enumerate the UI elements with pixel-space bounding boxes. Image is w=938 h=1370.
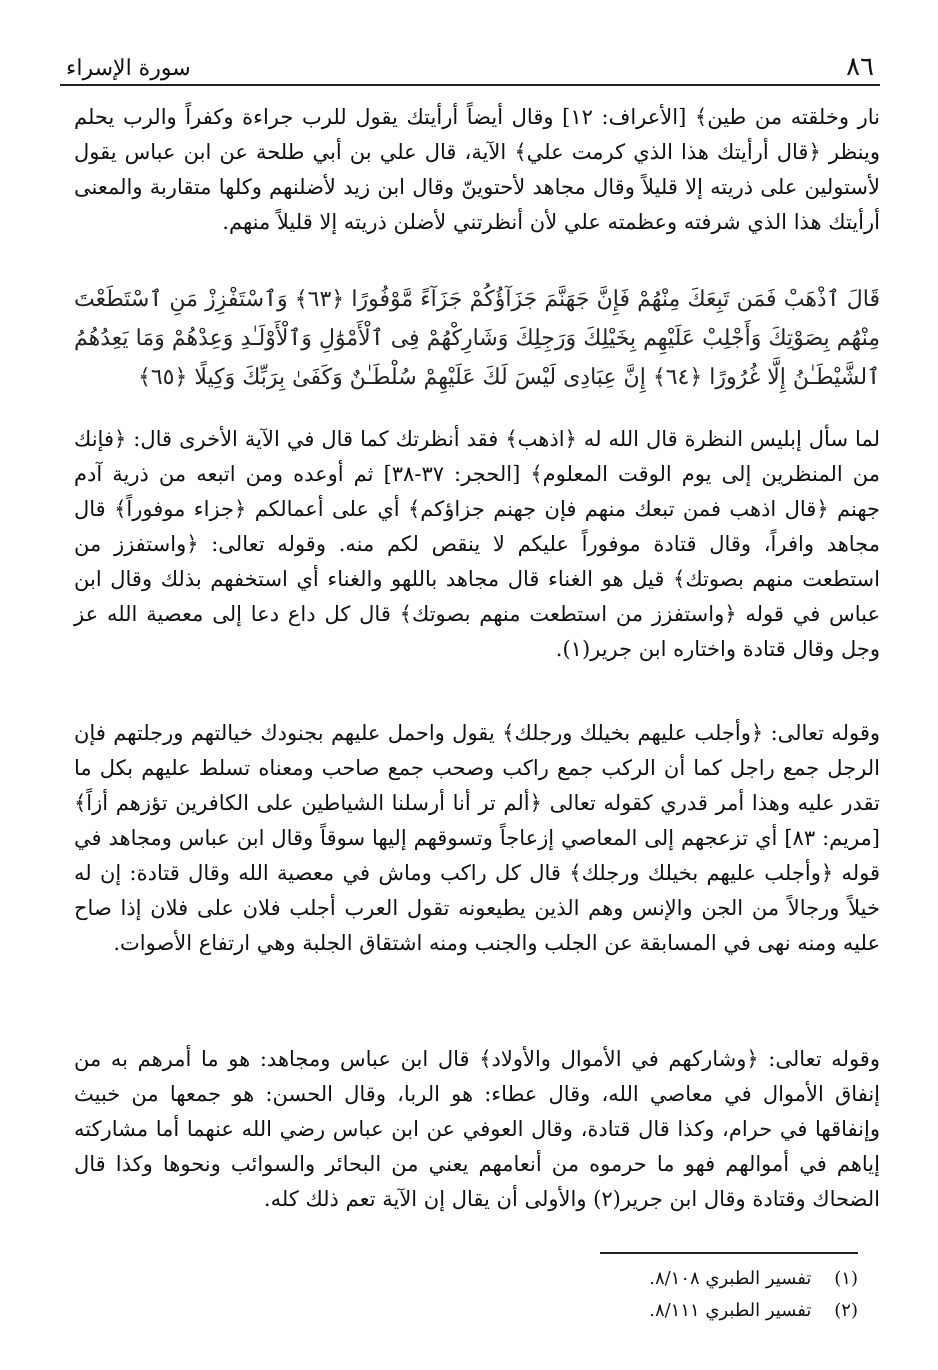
tafsir-paragraph-3: وقوله تعالى: ﴿وشاركهم في الأموال والأولاد﴾ قال ابن عباس ومجاهد: هو ما أمرهم به من إنفاق الأموال في معاصي الله، وقال عطاء: هو الربا، وقال الحسن: هو جمعها من خبيث وإنفاقها في حرام، وكذا قال قتادة، وقال العوفي عن ابن عباس رضي الله عنهما أما مشاركته إياهم في أموالهم فهو ما حرموه من أنعامهم يعني من البحائر والسوائب ونحوها وكذا قال الضحاك وقتادة وقال ابن جرير(٢) والأولى أن يقال إن الآية تعم ذلك كله. [74, 1047, 880, 1211]
surah-title: سورة الإسراء [66, 56, 191, 81]
footnote-number: (١) [834, 1268, 858, 1289]
page-header [60, 46, 880, 86]
footnote-text: تفسير الطبري ٨/١٠٨. [649, 1268, 812, 1289]
tafsir-paragraph-2: وقوله تعالى: ﴿وأجلب عليهم بخيلك ورجلك﴾ يقول واحمل عليهم بجنودك خيالتهم ورجلتهم فإن الرجل جمع راجل كما أن الركب جمع راكب وصحب جمع صاحب ومعناه تسلط عليهم بكل ما تقدر عليه وهذا أمر قدري كقوله تعالى ﴿ألم تر أنا أرسلنا الشياطين على الكافرين تؤزهم أزاً﴾ [مريم: ٨٣] أي تزعجهم إلى المعاصي إزعاجاً وتسوقهم إليها سوقاً وقال ابن عباس ومجاهد في قوله ﴿وأجلب عليهم بخيلك ورجلك﴾ قال كل راكب وماش في معصية الله وقال قتادة: إن له خيلاً ورجالاً من الجن والإنس وهم الذين يطيعونه تقول العرب أجلب فلان على فلان إذا صاح عليه ومنه نهى في المسابقة عن الجلب والجنب ومنه اشتقاق الجلبة وهي ارتفاع الأصوات. [74, 721, 880, 955]
footnote-item [649, 1266, 858, 1292]
tafsir-paragraph-1: لما سأل إبليس النظرة قال الله له ﴿اذهب﴾ فقد أنظرتك كما قال في الآية الأخرى قال: ﴿فإنك من المنظرين إلى يوم الوقت المعلوم﴾ [الحجر: ٣٧-٣٨] ثم أوعده ومن اتبعه من ذرية آدم جهنم ﴿قال اذهب فمن تبعك منهم فإن جهنم جزاؤكم﴾ أي على أعمالكم ﴿جزاء موفوراً﴾ قال مجاهد وافراً، وقال قتادة موفوراً عليكم لا ينقص لكم منه. وقوله تعالى: ﴿واستفزز من استطعت منهم بصوتك﴾ قيل هو الغناء قال مجاهد باللهو والغناء أي استخفهم بذلك وقال ابن عباس في قوله ﴿واستفزز من استطعت منهم بصوتك﴾ قال كل داع دعا إلى معصية الله عز وجل وقال قتادة واختاره ابن جرير(١). [74, 427, 880, 661]
intro-paragraph: نار وخلقته من طين﴾ [الأعراف: ١٢] وقال أيضاً أرأيتك يقول للرب جراءة وكفراً والرب يحلم وينظر ﴿قال أرأيتك هذا الذي كرمت علي﴾ الآية، قال علي بن أبي طلحة عن ابن عباس يقول لأستولين على ذريته إلا قليلاً وقال مجاهد لأحتوينّ وقال ابن زيد لأضلنهم وكلها متقاربة والمعنى أرأيتك هذا الذي شرفته وعظمته علي لأن أنظرتني لأضلن ذريته إلا قليلاً منهم. [74, 105, 881, 234]
footnote-text: تفسير الطبري ٨/١١١. [649, 1300, 812, 1321]
footnote-separator [600, 1252, 858, 1254]
footnote-item [649, 1298, 858, 1324]
footnote-number: (٢) [834, 1300, 858, 1321]
quran-verse-block: قَالَ ٱذْهَبْ فَمَن تَبِعَكَ مِنْهُمْ فَإِنَّ جَهَنَّمَ جَزَآؤُكُمْ جَزَآءً مَّوْفُورًا ﴿٦٣﴾ وَٱسْتَفْزِزْ مَنِ ٱسْتَطَعْتَ مِنْهُم بِصَوْتِكَ وَأَجْلِبْ عَلَيْهِم بِخَيْلِكَ وَرَجِلِكَ وَشَارِكْهُمْ فِى ٱلْأَمْوَٰلِ وَٱلْأَوْلَـٰدِ وَعِدْهُمْ وَمَا يَعِدُهُمُ ٱلشَّيْطَـٰنُ إِلَّا غُرُورًا ﴿٦٤﴾ إِنَّ عِبَادِى لَيْسَ لَكَ عَلَيْهِمْ سُلْطَـٰنٌ وَكَفَىٰ بِرَبِّكَ وَكِيلًا ﴿٦٥﴾ [74, 287, 880, 390]
page-number: ٨٦ [846, 52, 874, 82]
